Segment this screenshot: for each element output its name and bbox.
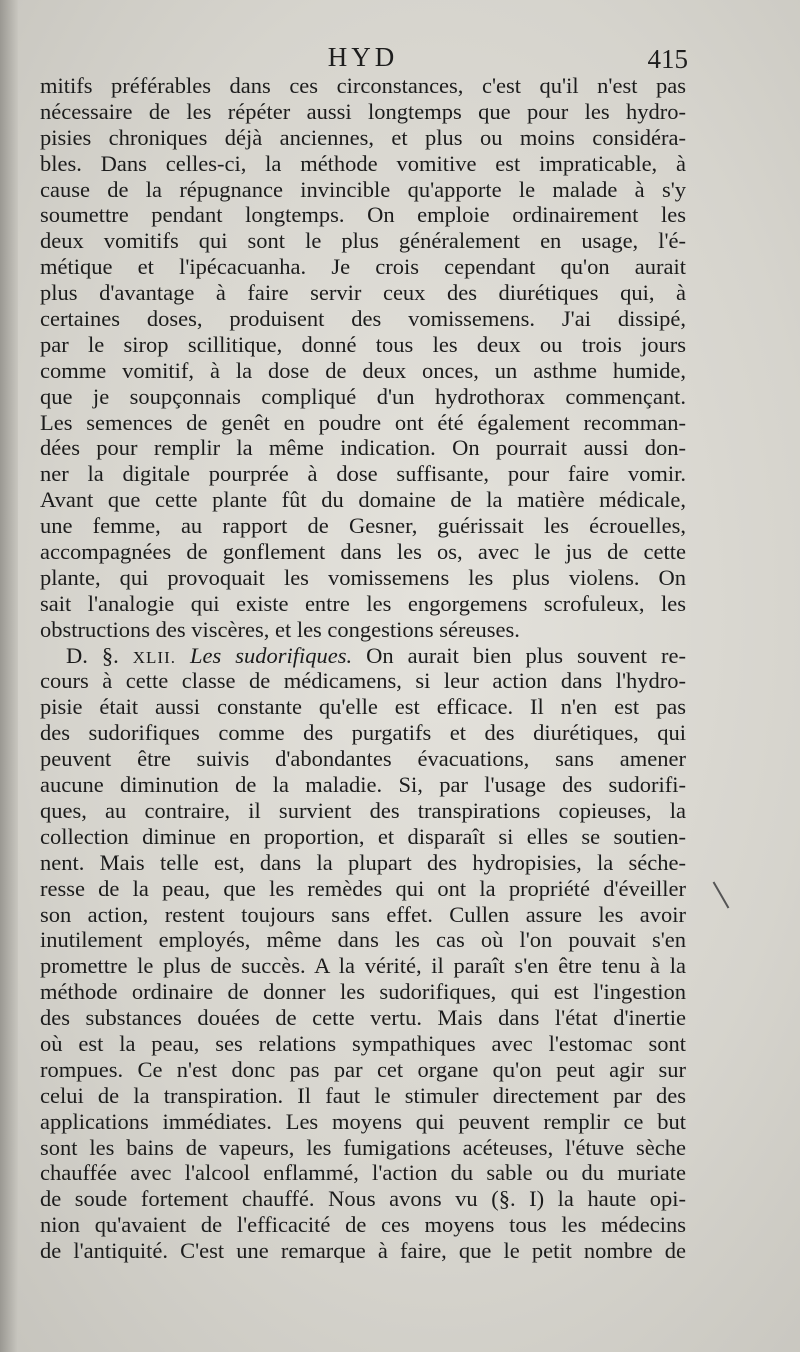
text-line: comme vomitif, à la dose de deux onces, un asthme humide, xyxy=(40,357,686,383)
text-line: nécessaire de les répéter aussi longtemps que pour les hydro- xyxy=(40,98,686,124)
text-line: plante, qui provoquait les vomissemens les plus violens. On xyxy=(40,564,686,590)
text-line: deux vomitifs qui sont le plus généralement en usage, l'é- xyxy=(40,228,686,254)
text-line: resse de la peau, que les remèdes qui ont la propriété d'éveiller xyxy=(40,875,686,901)
text-line: Les semences de genêt en poudre ont été également recomman- xyxy=(40,409,686,435)
text-line: cours à cette classe de médicamens, si leur action dans l'hydro- xyxy=(40,668,686,694)
section-title: Les sudorifiques. xyxy=(189,642,353,668)
text-line: nent. Mais telle est, dans la plupart des hydropisies, la séche- xyxy=(40,849,686,875)
text-line: une femme, au rapport de Gesner, guérissait les écrouelles, xyxy=(40,513,686,539)
text-line: certaines doses, produisent des vomissemens. J'ai dissipé, xyxy=(40,306,686,332)
text-line: collection diminue en proportion, et disparaît si elles se soutien- xyxy=(40,823,686,849)
text-line: plus d'avantage à faire servir ceux des diurétiques qui, à xyxy=(40,280,686,306)
text-line: chauffée avec l'alcool enflammé, l'action du sable ou du muriate xyxy=(40,1160,686,1186)
text-line: ques, au contraire, il survient des transpirations copieuses, la xyxy=(40,797,686,823)
text-line: inutilement employés, même dans les cas où l'on pouvait s'en xyxy=(40,927,686,953)
text-line: de soude fortement chauffé. Nous avons vu (§. I) la haute opi- xyxy=(40,1186,686,1212)
text-line: de l'antiquité. C'est une remarque à faire, que le petit nombre de xyxy=(40,1238,686,1264)
text-line: dées pour remplir la même indication. On pourrait aussi don- xyxy=(40,435,686,461)
text-line: sont les bains de vapeurs, les fumigations acéteuses, l'étuve sèche xyxy=(40,1134,686,1160)
text-line: peuvent être suivis d'abondantes évacuations, sans amener xyxy=(40,746,686,772)
text-line: des substances douées de cette vertu. Mais dans l'état d'inertie xyxy=(40,1005,686,1031)
text-line: accompagnées de gonflement dans les os, avec le jus de cette xyxy=(40,539,686,565)
text-line: sait l'analogie qui existe entre les engorgemens scrofuleux, les xyxy=(40,590,686,616)
running-head-title: HYD xyxy=(327,42,399,72)
text-line: ner la digitale pourprée à dose suffisante, pour faire vomir. xyxy=(40,461,686,487)
text-line: par le sirop scillitique, donné tous les deux ou trois jours xyxy=(40,331,686,357)
text-line: soumettre pendant longtemps. On emploie ordinairement les xyxy=(40,202,686,228)
text-line: méthode ordinaire de donner les sudorifiques, qui est l'ingestion xyxy=(40,979,686,1005)
page-gutter-shadow xyxy=(0,0,18,1352)
text-line: obstructions des viscères, et les congestions séreuses. xyxy=(40,616,520,642)
text-line: son action, restent toujours sans effet. Cullen assure les avoir xyxy=(40,901,686,927)
text-line: cause de la répugnance invincible qu'apporte le malade à s'y xyxy=(40,176,686,202)
text-line: pisie était aussi constante qu'elle est efficace. Il n'en est pas xyxy=(40,694,686,720)
text-line: bles. Dans celles-ci, la méthode vomitive est impraticable, à xyxy=(40,150,686,176)
page-number: 415 xyxy=(647,44,688,74)
section-label: D. §. xyxy=(66,642,119,668)
text-line: que je soupçonnais compliqué d'un hydrothorax commençant. xyxy=(40,383,686,409)
body-text xyxy=(40,73,686,1264)
text-line: pisies chroniques déjà anciennes, et plus ou moins considéra- xyxy=(40,124,686,150)
text-line: promettre le plus de succès. A la vérité, il paraît s'en être tenu à la xyxy=(40,953,686,979)
text-line: nion qu'avaient de l'efficacité de ces moyens tous les médecins xyxy=(40,1212,686,1238)
text-line: où est la peau, ses relations sympathiques avec l'estomac sont xyxy=(40,1030,686,1056)
text-line: des sudorifiques comme des purgatifs et des diurétiques, qui xyxy=(40,720,686,746)
text-line: rompues. Ce n'est donc pas par cet organe qu'on peut agir sur xyxy=(40,1056,686,1082)
section-heading-line xyxy=(40,643,686,669)
text-line: Avant que cette plante fût du domaine de la matière médicale, xyxy=(40,487,686,513)
text-line: métique et l'ipécacuanha. Je crois cependant qu'on aurait xyxy=(40,254,686,280)
text-line: mitifs préférables dans ces circonstances, c'est qu'il n'est pas xyxy=(40,73,686,98)
text-line: On aurait bien plus souvent re- xyxy=(366,642,686,668)
margin-pencil-mark xyxy=(713,882,730,909)
text-line: aucune diminution de la maladie. Si, par l'usage des sudorifi- xyxy=(40,772,686,798)
section-number: XLII. xyxy=(132,647,176,667)
text-line: celui de la transpiration. Il faut le stimuler directement par des xyxy=(40,1082,686,1108)
text-line: applications immédiates. Les moyens qui peuvent remplir ce but xyxy=(40,1108,686,1134)
